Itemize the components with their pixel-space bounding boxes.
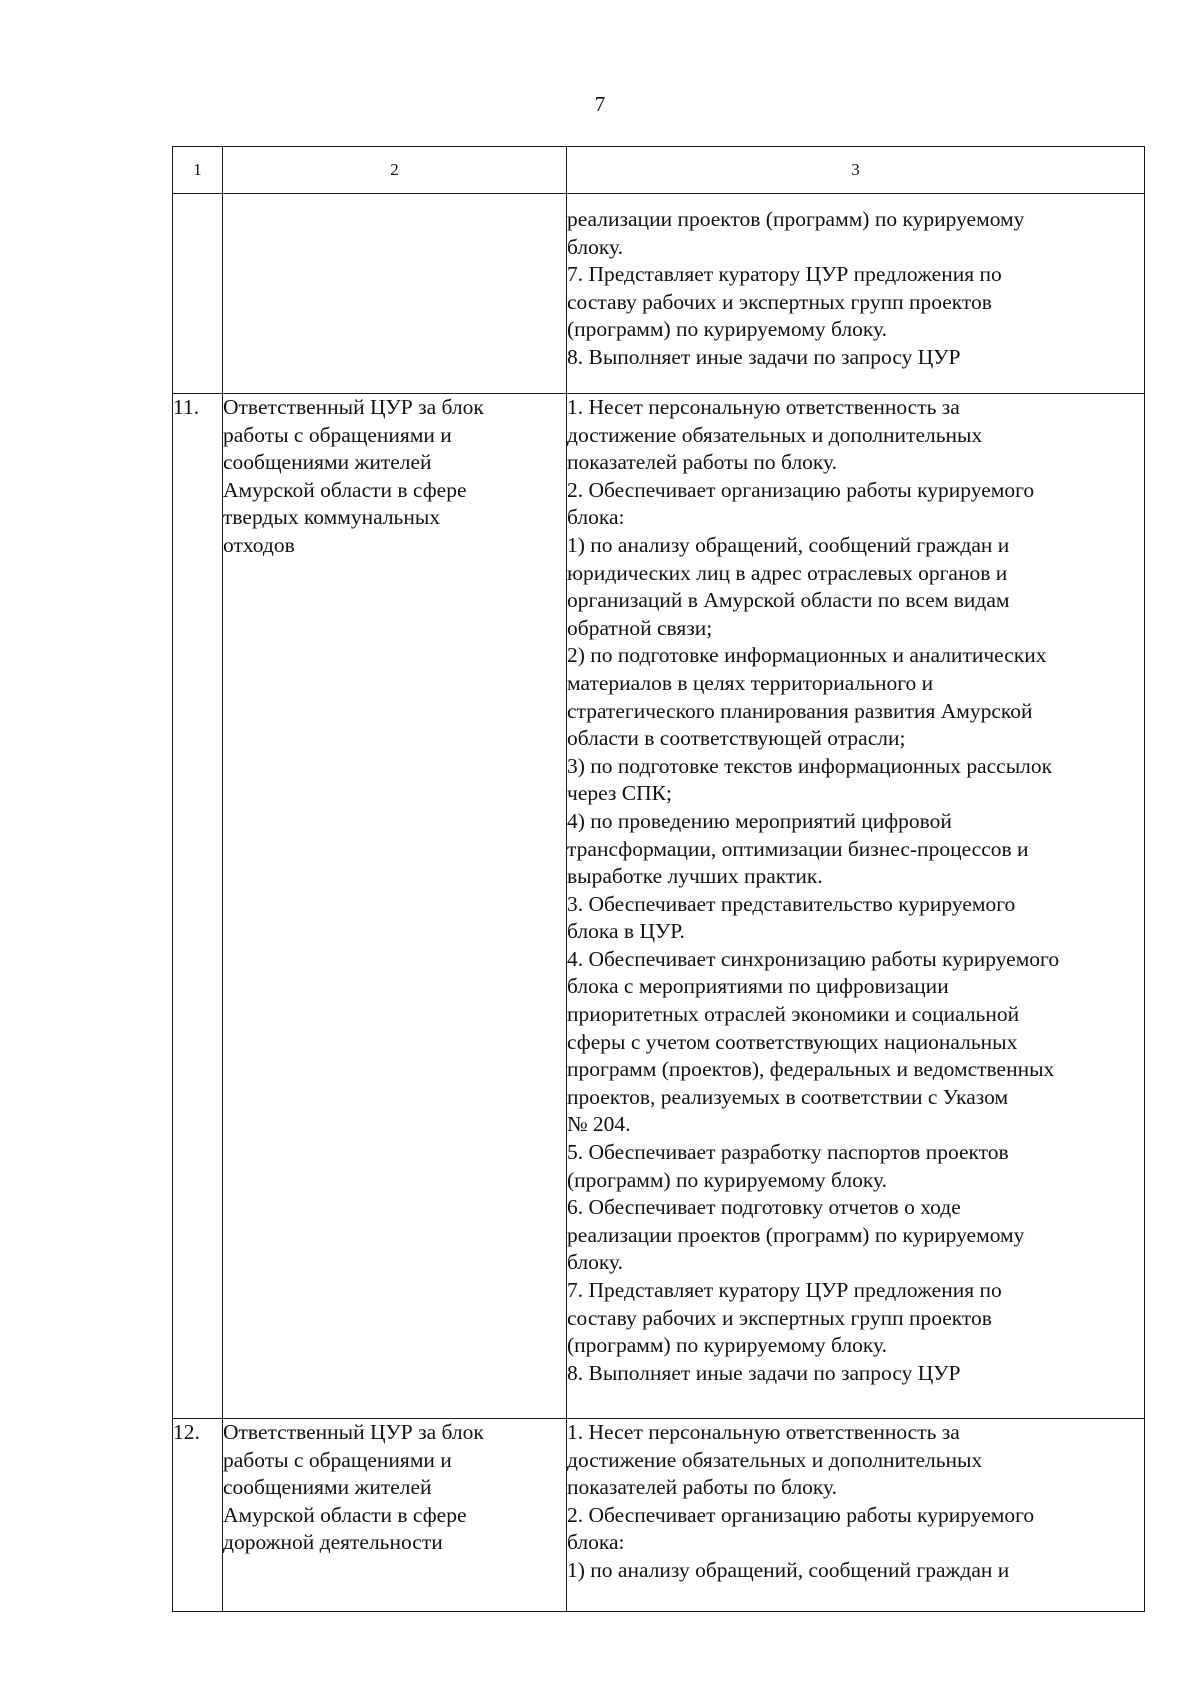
column-header-name: 2 <box>223 147 567 194</box>
text-line: Амурской области в сфере <box>223 1502 467 1527</box>
text-line: приоритетных отраслей экономики и социальной <box>567 1002 1020 1027</box>
text-line: организаций в Амурской области по всем видам <box>567 588 1010 613</box>
text-line: юридических лиц в адрес отраслевых органов и <box>567 560 1008 585</box>
text-line: блоку. <box>567 234 623 259</box>
row-responsible <box>223 394 567 1419</box>
text-line: 7. Представляет куратору ЦУР предложения по <box>567 262 1002 287</box>
text-line: составу рабочих и экспертных групп проектов <box>567 1305 992 1330</box>
text-line: 2. Обеспечивает организацию работы курируемого <box>567 477 1035 502</box>
text-line: составу рабочих и экспертных групп проектов <box>567 289 992 314</box>
text-line: проектов, реализуемых в соответствии с Указом <box>567 1084 1009 1109</box>
text-line: сообщениями жителей <box>223 450 432 475</box>
text-line: (программ) по курируемому блоку. <box>567 1333 887 1358</box>
text-line: стратегического планирования развития Амурской <box>567 698 1033 723</box>
row-tasks <box>567 194 1145 394</box>
text-line: материалов в целях территориального и <box>567 670 934 695</box>
text-line: через СПК; <box>567 781 672 806</box>
text-line: 8. Выполняет иные задачи по запросу ЦУР <box>567 344 961 369</box>
text-line: 7. Представляет куратору ЦУР предложения по <box>567 1278 1002 1302</box>
table-row <box>173 194 1145 394</box>
text-line: показателей работы по блоку. <box>567 1475 838 1500</box>
text-line: показателей работы по блоку. <box>567 450 838 475</box>
text-line: 6. Обеспечивает подготовку отчетов о ходе <box>567 1195 961 1220</box>
row-number: 11. <box>173 394 223 1419</box>
text-line: блока: <box>567 505 625 530</box>
text-line: Амурской области в сфере <box>223 477 467 502</box>
text-line: программ (проектов), федеральных и ведомственных <box>567 1057 1055 1082</box>
row-responsible <box>223 1419 567 1612</box>
text-line: (программ) по курируемому блоку. <box>567 317 887 342</box>
text-line: отходов <box>223 532 295 557</box>
text-line: (программ) по курируемому блоку. <box>567 1167 887 1192</box>
text-line: 4) по проведению мероприятий цифровой <box>567 808 952 833</box>
text-line: блоку. <box>567 1250 623 1275</box>
text-line: 2. Обеспечивает организацию работы курируемого <box>567 1502 1035 1527</box>
column-header-tasks: 3 <box>567 147 1145 194</box>
text-line: работы с обращениями и <box>223 1447 452 1472</box>
text-line: 8. Выполняет иные задачи по запросу ЦУР <box>567 1360 961 1385</box>
text-line: достижение обязательных и дополнительных <box>567 1447 983 1472</box>
text-line: блока в ЦУР. <box>567 919 685 944</box>
text-line: 2) по подготовке информационных и аналитических <box>567 643 1047 668</box>
text-line: сферы с учетом соответствующих национальных <box>567 1029 1018 1054</box>
row-number: 12. <box>173 1419 223 1612</box>
row-tasks <box>567 394 1145 1419</box>
page-number: 7 <box>594 92 606 116</box>
text-line: 3) по подготовке текстов информационных рассылок <box>567 753 1053 778</box>
text-line: реализации проектов (программ) по курируемому <box>567 1222 1025 1247</box>
text-line: достижение обязательных и дополнительных <box>567 422 983 447</box>
text-line: области в соответствующей отрасли; <box>567 726 906 751</box>
text-line: 4. Обеспечивает синхронизацию работы курируемого <box>567 946 1060 971</box>
text-line: 1. Несет персональную ответственность за <box>567 1420 960 1444</box>
text-line: твердых коммунальных <box>223 505 441 530</box>
text-line: выработке лучших практик. <box>567 864 823 889</box>
text-line: трансформации, оптимизации бизнес-процессов и <box>567 836 1029 861</box>
table-header-row <box>173 147 1145 194</box>
table-row <box>173 394 1145 1419</box>
text-line: дорожной деятельности <box>223 1530 443 1555</box>
text-line: 1. Несет персональную ответственность за <box>567 395 960 419</box>
text-line: 3. Обеспечивает представительство курируемого <box>567 891 1016 916</box>
responsibilities-table <box>172 146 1145 1612</box>
row-tasks <box>567 1419 1145 1612</box>
text-line: блока с мероприятиями по цифровизации <box>567 974 949 999</box>
text-line: Ответственный ЦУР за блок <box>223 1420 484 1444</box>
text-line: 1) по анализу обращений, сообщений граждан и <box>567 532 1010 557</box>
text-line: работы с обращениями и <box>223 422 452 447</box>
column-header-number: 1 <box>173 147 223 194</box>
row-responsible <box>223 194 567 394</box>
text-line: Ответственный ЦУР за блок <box>223 395 484 419</box>
text-line: 5. Обеспечивает разработку паспортов проектов <box>567 1140 1009 1165</box>
text-line: блока: <box>567 1530 625 1555</box>
row-number <box>173 194 223 394</box>
text-line: 1) по анализу обращений, сообщений граждан и <box>567 1557 1010 1582</box>
text-line: обратной связи; <box>567 615 713 640</box>
text-line: № 204. <box>567 1112 631 1137</box>
table-row <box>173 1419 1145 1612</box>
text-line: реализации проектов (программ) по курируемому <box>567 207 1025 231</box>
text-line: сообщениями жителей <box>223 1475 432 1500</box>
